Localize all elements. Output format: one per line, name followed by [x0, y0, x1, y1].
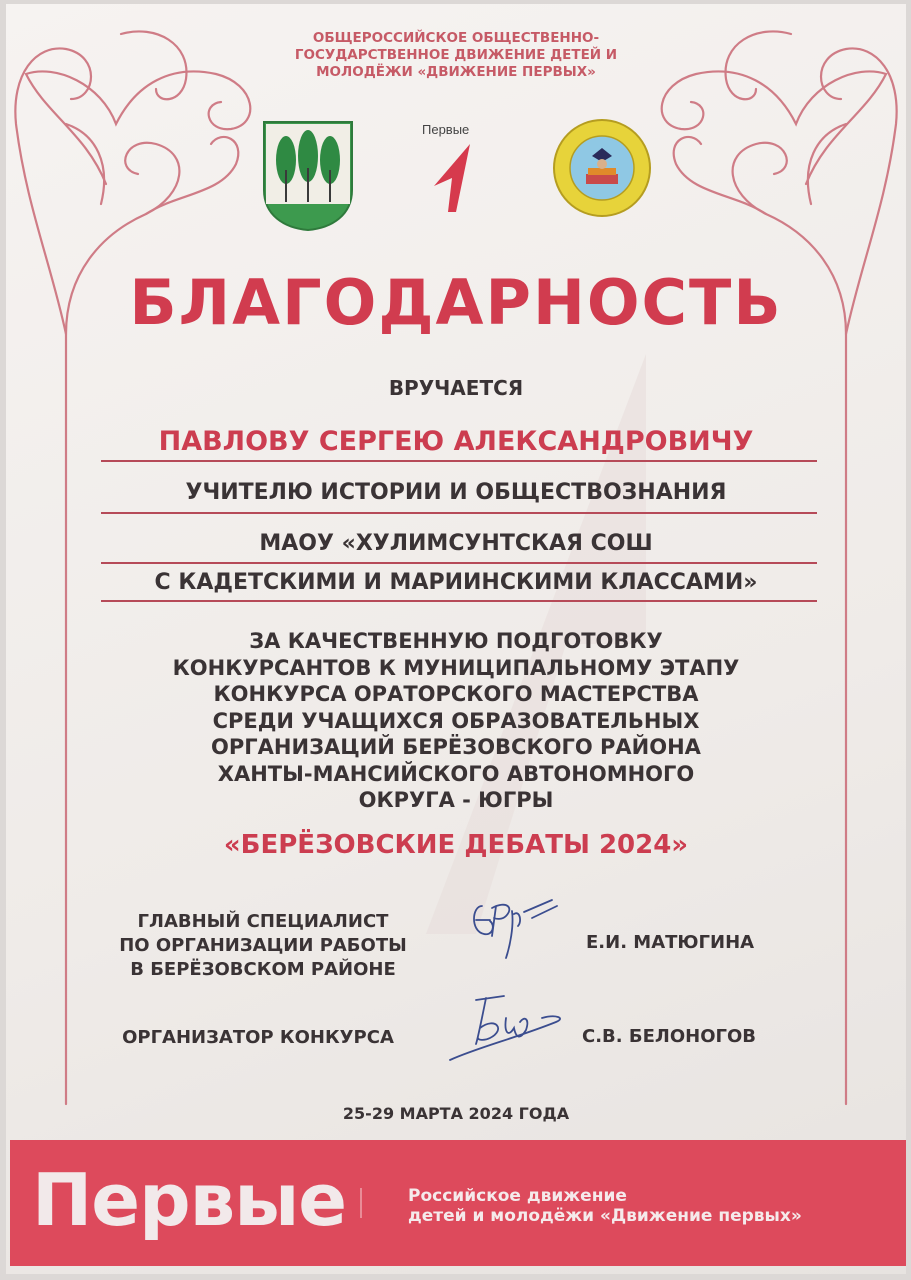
school-name-line-2: С КАДЕТСКИМИ И МАРИИНСКИМИ КЛАССАМИ» — [154, 570, 758, 595]
divider-rule — [101, 460, 817, 462]
signatory-2-name: С.В. БЕЛОНОГОВ — [582, 1026, 756, 1047]
org-header-line-3: МОЛОДЁЖИ «ДВИЖЕНИЕ ПЕРВЫХ» — [316, 64, 596, 80]
organization-header — [246, 30, 666, 81]
school-emblem-icon — [552, 118, 652, 218]
signature-2 — [446, 988, 566, 1068]
footer-separator — [360, 1188, 362, 1218]
award-reason — [6, 628, 906, 814]
pervye-logo — [416, 122, 486, 222]
reason-line: ОКРУГА - ЮГРЫ — [358, 788, 554, 812]
coat-of-arms-icon — [262, 120, 354, 232]
signatory-position-line: В БЕРЁЗОВСКОМ РАЙОНЕ — [130, 959, 396, 980]
reason-line: ЗА КАЧЕСТВЕННУЮ ПОДГОТОВКУ — [249, 629, 663, 653]
reason-line: ОРГАНИЗАЦИЙ БЕРЁЗОВСКОГО РАЙОНА — [211, 735, 701, 759]
reason-line: КОНКУРСА ОРАТОРСКОГО МАСТЕРСТВА — [213, 682, 699, 706]
signatory-position-line: ОРГАНИЗАТОР КОНКУРСА — [122, 1027, 394, 1048]
certificate-title: БЛАГОДАРНОСТЬ — [129, 266, 783, 339]
event-date: 25-29 МАРТА 2024 ГОДА — [342, 1104, 570, 1123]
signatory-position-line: ПО ОРГАНИЗАЦИИ РАБОТЫ — [119, 935, 407, 956]
footer-brand-name: Первые — [32, 1158, 347, 1242]
recipient-name: ПАВЛОВУ СЕРГЕЮ АЛЕКСАНДРОВИЧУ — [158, 426, 754, 457]
divider-rule — [101, 600, 817, 602]
signatory-1-name: Е.И. МАТЮГИНА — [586, 932, 755, 953]
org-header-line-1: ОБЩЕРОССИЙСКОЕ ОБЩЕСТВЕННО- — [312, 30, 600, 46]
reason-line: СРЕДИ УЧАЩИХСЯ ОБРАЗОВАТЕЛЬНЫХ — [212, 708, 700, 733]
signatory-1-position — [68, 910, 458, 982]
number-one-icon — [426, 142, 476, 214]
signatory-2-position — [88, 1026, 428, 1050]
signatory-position-line: ГЛАВНЫЙ СПЕЦИАЛИСТ — [137, 911, 389, 932]
awarded-label: ВРУЧАЕТСЯ — [388, 376, 524, 400]
recipient-position: УЧИТЕЛЮ ИСТОРИИ И ОБЩЕСТВОЗНАНИЯ — [185, 480, 727, 505]
footer-tagline-line-2: детей и молодёжи «Движение первых» — [408, 1206, 802, 1226]
reason-line: КОНКУРСАНТОВ К МУНИЦИПАЛЬНОМУ ЭТАПУ — [172, 655, 740, 680]
divider-rule — [101, 562, 817, 564]
school-name-line-1: МАОУ «ХУЛИМСУНТСКАЯ СОШ — [259, 531, 653, 556]
signature-1 — [462, 886, 562, 966]
contest-name: «БЕРЁЗОВСКИЕ ДЕБАТЫ 2024» — [223, 830, 689, 860]
footer-tagline — [408, 1186, 802, 1226]
org-header-line-2: ГОСУДАРСТВЕННОЕ ДВИЖЕНИЕ ДЕТЕЙ И — [294, 47, 618, 63]
reason-line: ХАНТЫ-МАНСИЙСКОГО АВТОНОМНОГО — [217, 761, 695, 786]
certificate-sheet — [6, 4, 906, 1274]
divider-rule — [101, 512, 817, 514]
pervye-logo-label: Первые — [422, 122, 470, 137]
footer-brand-band — [10, 1140, 906, 1266]
footer-tagline-line-1: Российское движение — [408, 1186, 627, 1206]
